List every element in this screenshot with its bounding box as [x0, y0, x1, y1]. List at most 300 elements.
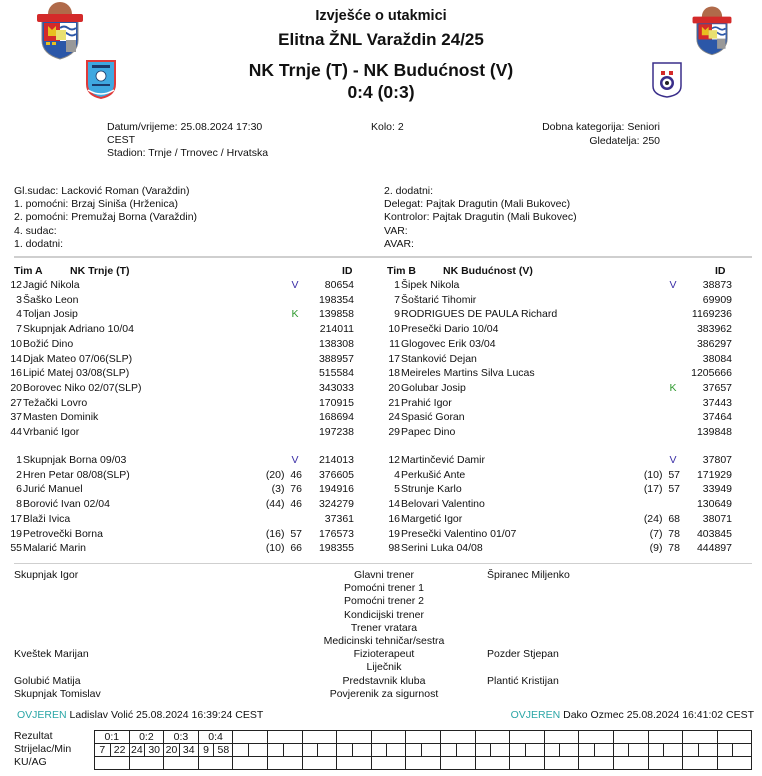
goal-minute-cell — [456, 744, 475, 757]
player-row — [380, 410, 742, 425]
ku-ag-cell — [544, 757, 579, 770]
official-var: VAR: — [384, 224, 408, 237]
home-verification — [17, 709, 263, 721]
player-id: 139848 — [696, 426, 732, 438]
scorer-number-cell — [613, 744, 629, 757]
ku-ag-cell — [510, 757, 545, 770]
player-row — [380, 425, 742, 440]
scorer-number-cell — [302, 744, 318, 757]
player-id: 194916 — [318, 483, 354, 496]
player-number: 44 — [10, 426, 22, 438]
ku-ag-cell — [717, 757, 752, 770]
official-fourth: 4. sudac: — [14, 224, 57, 237]
ku-ag-cell — [267, 757, 302, 770]
player-number: 9 — [394, 308, 400, 321]
score-label-ku-ag: KU/AG — [14, 756, 47, 768]
ku-ag-cell — [406, 757, 441, 770]
player-number: 19 — [388, 527, 400, 540]
player-number: 18 — [388, 367, 400, 380]
player-row — [2, 527, 364, 542]
away-verification — [511, 709, 754, 721]
staff-role: Pomoćni trener 1 — [344, 582, 424, 595]
player-row — [380, 307, 742, 322]
player-id: 176573 — [318, 527, 354, 540]
substitution-info: (10) 57 — [643, 468, 680, 481]
player-row — [380, 482, 742, 497]
player-name: Golubar Josip — [401, 381, 466, 394]
goal-minute-cell — [283, 744, 302, 757]
goal-minute-cell: 34 — [179, 744, 198, 757]
officials-right — [384, 185, 577, 251]
substitution-info: (9) 78 — [649, 542, 680, 555]
competition-title: Elitna ŽNL Varaždin 24/25 — [278, 30, 484, 49]
player-row — [380, 541, 742, 556]
player-row — [2, 482, 364, 497]
player-row — [380, 278, 742, 293]
player-id: 343033 — [318, 381, 354, 394]
player-number: 7 — [394, 293, 400, 306]
staff-role: Povjerenik za sigurnost — [329, 687, 439, 700]
player-number: 10 — [10, 337, 22, 350]
substitution-info: (20) 46 — [265, 468, 302, 481]
team-a-label: Tim A — [14, 265, 43, 277]
home-team-name: NK Trnje (T) — [248, 60, 348, 80]
staff-role: Kondicijski trener — [344, 608, 424, 621]
score-result-cell: 0:2 — [129, 731, 164, 744]
player-name: Jagić Nikola — [23, 279, 80, 291]
captain-flag: K — [669, 381, 677, 394]
official-assistant-2: 2. pomoćni: Premužaj Borna (Varaždin) — [14, 211, 198, 224]
substitution-info: (44) 46 — [265, 498, 302, 511]
player-row — [380, 352, 742, 367]
ku-ag-cell — [371, 757, 406, 770]
staff-home-name: Golubić Matija — [14, 674, 81, 687]
player-id: 138308 — [318, 337, 354, 350]
player-name: Božić Dino — [23, 337, 74, 350]
player-name: Glogovec Erik 03/04 — [401, 337, 496, 350]
ku-ag-cell — [302, 757, 337, 770]
player-row — [2, 366, 364, 381]
team-b-id-header: ID — [715, 265, 726, 277]
staff-away-name: Plantić Kristijan — [487, 674, 559, 687]
divider — [14, 256, 752, 258]
score-result-cell — [406, 731, 441, 744]
player-row — [2, 453, 364, 468]
player-name: Papec Dino — [401, 426, 456, 438]
player-name: RODRIGUES DE PAULA Richard — [401, 308, 558, 321]
player-id: 37443 — [702, 396, 732, 409]
player-id: 170915 — [318, 396, 354, 409]
match-datetime: Datum/vrijeme: 25.08.2024 17:30 — [107, 121, 263, 133]
staff-role: Pomoćni trener 2 — [344, 595, 424, 608]
goal-minute-cell: 30 — [145, 744, 164, 757]
official-controller: Kontrolor: Pajtak Dragutin (Mali Bukovec) — [384, 211, 577, 224]
player-row — [380, 322, 742, 337]
team-b-label: Tim B — [387, 265, 416, 277]
substitution-info: (17) 57 — [643, 483, 680, 496]
goal-minute-cell — [352, 744, 371, 757]
player-id: 1205666 — [691, 367, 732, 380]
staff-away-name: Pozder Stjepan — [487, 648, 559, 661]
player-name: Petrovečki Borna — [23, 527, 103, 540]
player-number: 11 — [389, 337, 400, 350]
player-number: 17 — [388, 352, 400, 365]
score-result-cell — [233, 731, 268, 744]
match-stadium: Stadion: Trnje / Trnovec / Hrvatska — [107, 147, 269, 159]
report-title: Izvješće o utakmici — [315, 8, 447, 24]
score-result-cell — [544, 731, 579, 744]
player-id: 37807 — [702, 454, 732, 466]
player-id: 38071 — [702, 512, 732, 525]
ku-ag-cell — [613, 757, 648, 770]
player-row — [380, 381, 742, 396]
substitution-info: (10) 66 — [265, 542, 302, 555]
player-id: 198354 — [318, 293, 354, 306]
ku-ag-cell — [129, 757, 164, 770]
age-category: Dobna kategorija: Seniori — [542, 121, 660, 133]
substitution-info: (16) 57 — [265, 527, 302, 540]
nk-trnje-crest-icon — [84, 58, 118, 100]
player-number: 12 — [388, 454, 400, 466]
scorer-number-cell — [337, 744, 353, 757]
player-row — [380, 293, 742, 308]
player-row — [2, 410, 364, 425]
player-row — [380, 366, 742, 381]
player-row — [2, 425, 364, 440]
player-id: 376605 — [318, 468, 354, 481]
attendance: Gledatelja: 250 — [589, 135, 660, 147]
player-number: 14 — [388, 498, 400, 511]
player-id: 171929 — [696, 468, 732, 481]
score-result-cell — [337, 731, 372, 744]
player-number: 3 — [16, 293, 22, 306]
score-result-cell — [302, 731, 337, 744]
score-result-cell — [613, 731, 648, 744]
nk-buducnost-crest-icon — [652, 62, 682, 98]
player-name: Težački Lovro — [23, 396, 88, 409]
player-row — [380, 337, 742, 352]
player-name: Strunje Karlo — [401, 483, 462, 496]
scorer-number-cell — [544, 744, 560, 757]
player-row — [2, 541, 364, 556]
staff-home-name: Skupnjak Tomislav — [14, 687, 101, 700]
player-name: Šaško Leon — [23, 293, 79, 306]
staff-away-name: Špiranec Miljenko — [487, 569, 570, 581]
score-label-scorer: Strijelac/Min — [14, 743, 72, 755]
scorer-number-cell: 7 — [95, 744, 111, 757]
substitution-info: (3) 76 — [271, 483, 302, 496]
official-delegate: Delegat: Pajtak Dragutin (Mali Bukovec) — [384, 198, 571, 211]
player-number: 29 — [388, 426, 400, 438]
player-name: Vrbanić Igor — [23, 426, 80, 438]
match-score: 0:4 (0:3) — [347, 82, 415, 102]
scorer-number-cell — [371, 744, 387, 757]
player-row — [380, 497, 742, 512]
staff-home-name: Kveštek Marijan — [14, 648, 89, 661]
officials-left — [14, 185, 197, 251]
goal-minute-cell — [733, 744, 752, 757]
goal-minute-cell — [664, 744, 683, 757]
official-avar: AVAR: — [384, 237, 414, 250]
player-name: Presečki Valentino 01/07 — [401, 527, 517, 540]
scorer-number-cell — [717, 744, 733, 757]
player-id: 515584 — [318, 367, 354, 380]
player-number: 14 — [10, 352, 22, 365]
captain-flag: K — [291, 308, 299, 321]
player-name: Lipić Matej 03/08(SLP) — [23, 367, 130, 380]
player-id: 388957 — [318, 352, 354, 365]
player-row — [2, 307, 364, 322]
away-verified-status: OVJEREN — [510, 709, 561, 721]
score-result-cell: 0:4 — [198, 731, 233, 744]
divider — [14, 563, 752, 564]
goal-minute-cell — [318, 744, 337, 757]
scorer-number-cell: 20 — [165, 744, 178, 756]
staff-role: Trener vratara — [350, 621, 418, 634]
player-name: Blaži Ivica — [23, 512, 71, 525]
player-number: 16 — [10, 367, 22, 380]
player-id: 197238 — [318, 426, 354, 438]
ku-ag-cell — [440, 757, 475, 770]
player-number: 20 — [10, 381, 22, 394]
player-id: 37361 — [324, 512, 354, 525]
player-number: 20 — [388, 381, 400, 394]
goal-minute-cell — [698, 744, 717, 757]
player-name: Meireles Martins Silva Lucas — [401, 367, 535, 380]
player-id: 38873 — [702, 279, 732, 291]
goal-minute-cell — [629, 744, 648, 757]
player-id: 214013 — [318, 454, 354, 466]
goal-minute-cell — [491, 744, 510, 757]
scorer-number-cell — [233, 744, 249, 757]
player-name: Šoštarić Tihomir — [401, 293, 477, 306]
score-label-result: Rezultat — [14, 730, 53, 742]
result-row — [95, 731, 752, 744]
ku-ag-row — [95, 757, 752, 770]
player-row — [380, 512, 742, 527]
team-a-name: NK Trnje (T) — [70, 265, 130, 277]
player-row — [2, 337, 364, 352]
player-number: 12 — [10, 279, 22, 291]
player-name: Jurić Manuel — [23, 483, 83, 496]
player-row — [2, 497, 364, 512]
player-number: 17 — [10, 512, 22, 525]
player-number: 21 — [388, 396, 400, 409]
player-number: 4 — [16, 308, 22, 321]
ku-ag-cell — [95, 757, 130, 770]
player-id: 168694 — [318, 411, 354, 424]
staff-role: Medicinski tehničar/sestra — [323, 635, 445, 647]
ku-ag-cell — [648, 757, 683, 770]
player-id: 324279 — [318, 498, 354, 511]
goalkeeper-flag: V — [669, 454, 677, 466]
player-number: 27 — [10, 396, 22, 409]
scorer-number-cell — [267, 744, 283, 757]
goal-minute-cell: 22 — [110, 744, 129, 757]
staff-home-name: Skupnjak Igor — [14, 569, 79, 581]
goal-minute-cell — [594, 744, 613, 757]
player-id: 444897 — [696, 542, 732, 555]
ku-ag-cell — [198, 757, 233, 770]
staff-role: Predstavnik kluba — [342, 674, 426, 687]
player-number: 37 — [10, 411, 22, 424]
player-number: 4 — [394, 468, 400, 481]
player-row — [2, 278, 364, 293]
score-result-cell — [440, 731, 475, 744]
away-verified-text: Dako Ozmec 25.08.2024 16:41:02 CEST — [563, 709, 754, 721]
goal-minute-cell — [387, 744, 406, 757]
away-team-name: NK Budućnost (V) — [363, 60, 514, 80]
player-id: 386297 — [696, 337, 732, 350]
scorer-number-cell — [510, 744, 526, 757]
staff-role: Fizioterapeut — [353, 648, 415, 661]
match-timezone: CEST — [107, 134, 136, 146]
player-row — [380, 468, 742, 483]
official-assistant-1: 1. pomoćni: Brzaj Siniša (Hrženica) — [14, 198, 178, 211]
ku-ag-cell — [579, 757, 614, 770]
player-id: 37464 — [702, 411, 732, 424]
score-result-cell — [648, 731, 683, 744]
score-result-cell: 0:3 — [164, 731, 199, 744]
scorer-number-cell — [406, 744, 422, 757]
player-row — [380, 453, 742, 468]
player-id: 139858 — [318, 308, 354, 321]
ku-ag-cell — [683, 757, 718, 770]
player-name: Belovari Valentino — [401, 498, 485, 511]
player-id: 403845 — [696, 527, 732, 540]
match-round: Kolo: 2 — [371, 121, 404, 133]
player-row — [380, 527, 742, 542]
teams-separator: - — [352, 60, 359, 80]
player-number: 8 — [16, 498, 22, 511]
player-row — [2, 468, 364, 483]
official-main-referee: Gl.sudac: Lacković Roman (Varaždin) — [14, 185, 190, 197]
player-number: 16 — [388, 512, 400, 525]
player-number: 7 — [16, 323, 22, 336]
player-name: Serini Luka 04/08 — [401, 542, 483, 555]
scorer-number-cell — [579, 744, 595, 757]
player-name: Borovec Niko 02/07(SLP) — [23, 381, 142, 394]
scorer-row — [95, 744, 752, 757]
score-result-cell — [717, 731, 752, 744]
player-id: 80654 — [324, 279, 354, 291]
player-name: Borović Ivan 02/04 — [23, 498, 110, 511]
score-result-cell — [510, 731, 545, 744]
staff-role: Liječnik — [366, 661, 402, 674]
official-additional-1: 1. dodatni: — [14, 237, 64, 250]
goal-minute-cell — [560, 744, 579, 757]
player-id: 198355 — [318, 542, 354, 555]
scorer-number-cell: 9 — [198, 744, 214, 757]
player-id: 214011 — [319, 323, 354, 336]
goalkeeper-flag: V — [291, 454, 299, 466]
player-name: Spasić Goran — [401, 411, 465, 424]
player-id: 37657 — [702, 381, 732, 394]
score-result-cell — [267, 731, 302, 744]
team-b-name: NK Budućnost (V) — [443, 265, 533, 277]
home-verified-status: OVJEREN — [17, 709, 67, 721]
player-id: 69909 — [702, 293, 732, 306]
player-name: Šipek Nikola — [401, 279, 460, 291]
home-verified-text: Ladislav Volić 25.08.2024 16:39:24 CEST — [69, 709, 264, 721]
player-name: Martinčević Damir — [401, 454, 486, 466]
ku-ag-cell — [337, 757, 372, 770]
substitution-info: (24) 68 — [643, 512, 680, 525]
player-id: 38084 — [702, 352, 732, 365]
county-coat-of-arms-icon — [690, 6, 734, 56]
player-row — [2, 512, 364, 527]
player-number: 24 — [388, 411, 400, 424]
player-number: 98 — [388, 542, 400, 555]
ku-ag-cell — [475, 757, 510, 770]
player-number: 6 — [16, 483, 22, 496]
team-a-id-header: ID — [342, 265, 353, 277]
player-id: 1169236 — [691, 308, 732, 321]
score-result-cell — [579, 731, 614, 744]
player-name: Stanković Dejan — [401, 352, 477, 365]
player-number: 19 — [10, 527, 22, 540]
player-id: 130649 — [696, 498, 732, 511]
goal-minute-cell — [421, 744, 440, 757]
player-row — [380, 396, 742, 411]
score-result-cell: 0:1 — [95, 731, 130, 744]
player-number: 2 — [16, 468, 22, 481]
goalkeeper-flag: V — [669, 279, 677, 291]
score-result-cell — [475, 731, 510, 744]
scorer-number-cell — [648, 744, 664, 757]
scorer-number-cell — [440, 744, 456, 757]
player-name: Hren Petar 08/08(SLP) — [23, 468, 130, 481]
player-name: Djak Mateo 07/06(SLP) — [23, 352, 133, 365]
player-number: 1 — [394, 279, 400, 291]
goal-minute-cell: 58 — [214, 744, 233, 757]
staff-role: Glavni trener — [353, 569, 415, 581]
player-number: 5 — [394, 483, 400, 496]
player-row — [2, 381, 364, 396]
scorer-number-cell — [475, 744, 491, 757]
goal-minute-cell — [248, 744, 267, 757]
player-number: 10 — [388, 323, 400, 336]
goal-minute-cell — [525, 744, 544, 757]
player-row — [2, 352, 364, 367]
player-id: 383962 — [696, 323, 732, 336]
scorer-number-cell: 24 — [131, 744, 143, 756]
player-name: Presečki Dario 10/04 — [401, 323, 499, 336]
player-name: Prahić Igor — [401, 396, 452, 409]
player-name: Skupnjak Adriano 10/04 — [23, 323, 134, 336]
score-table — [94, 730, 752, 770]
player-name: Malarić Marin — [23, 542, 87, 555]
ku-ag-cell — [233, 757, 268, 770]
player-row — [2, 322, 364, 337]
player-number: 55 — [10, 542, 22, 555]
player-name: Margetić Igor — [401, 512, 463, 525]
player-name: Skupnjak Borna 09/03 — [23, 454, 127, 466]
goalkeeper-flag: V — [291, 279, 299, 291]
player-id: 33949 — [702, 483, 732, 496]
player-row — [2, 396, 364, 411]
official-additional-2: 2. dodatni: — [384, 185, 434, 197]
player-name: Masten Dominik — [23, 411, 99, 424]
player-name: Toljan Josip — [23, 308, 78, 321]
player-number: 1 — [16, 454, 22, 466]
score-result-cell — [683, 731, 718, 744]
player-name: Perkušić Ante — [401, 468, 466, 481]
ku-ag-cell — [164, 757, 199, 770]
substitution-info: (7) 78 — [649, 527, 680, 540]
scorer-number-cell — [683, 744, 699, 757]
county-coat-of-arms-icon — [34, 2, 86, 60]
